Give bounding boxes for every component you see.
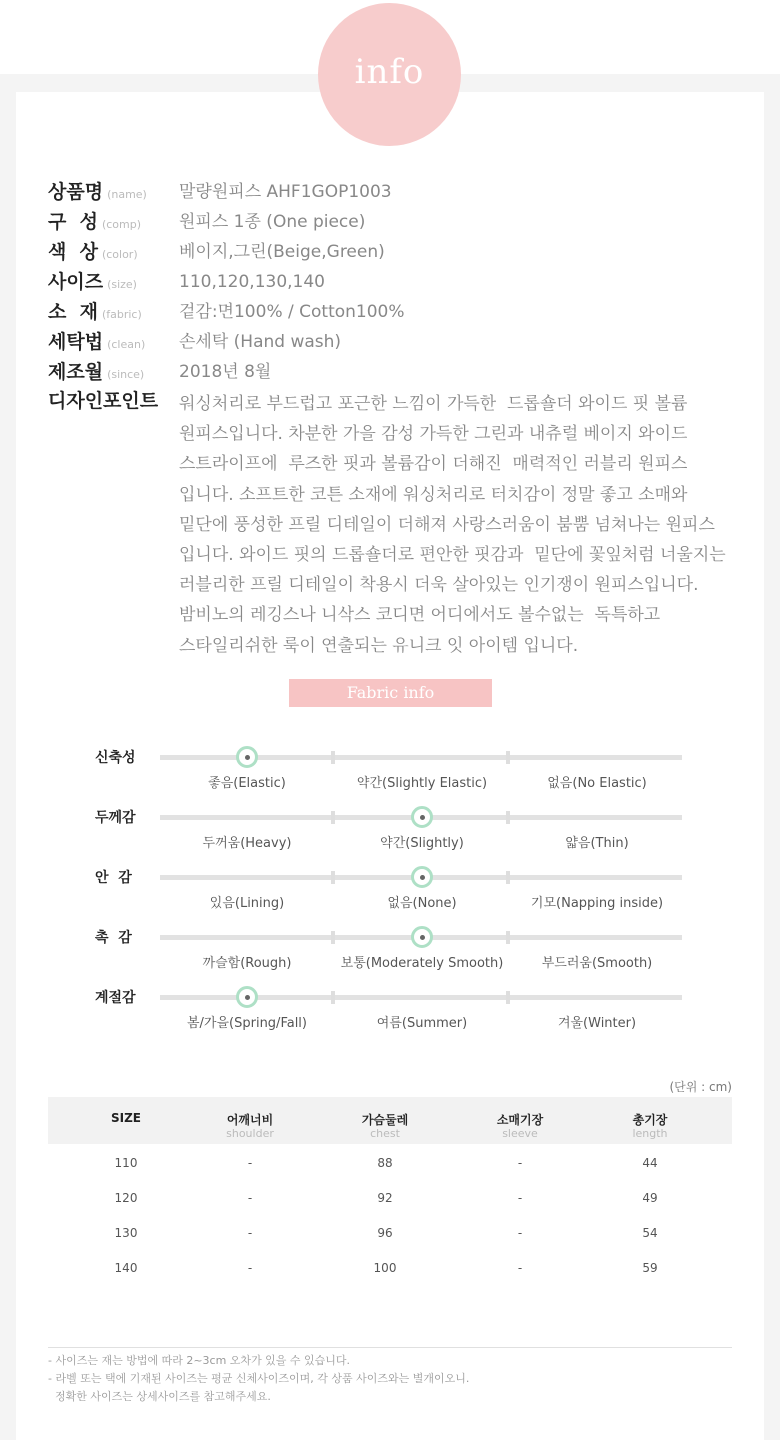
fabric-option: 없음(None) (387, 896, 457, 911)
spec-label-text: 사이즈 (48, 271, 104, 293)
design-point-label: 디자인포인트 (48, 390, 159, 412)
fabric-option: 없음(No Elastic) (547, 776, 647, 791)
fabric-option: 부드러움(Smooth) (541, 956, 653, 971)
selected-marker (411, 926, 433, 948)
spec-label-sub: (clean) (107, 338, 146, 351)
design-point-line: 입니다. 소프트한 코튼 소재에 워싱처리로 터치감이 정말 좋고 소매와 (179, 484, 688, 505)
fabric-option: 약간(Slightly Elastic) (356, 776, 488, 791)
column-label-en: length (632, 1127, 668, 1140)
design-point-line: 스트라이프에 루즈한 핏과 볼륨감이 더해진 매력적인 러블리 원피스 (179, 454, 688, 475)
selected-marker (236, 986, 258, 1008)
note-line: - 사이즈는 재는 방법에 따라 2~3cm 오차가 있을 수 있습니다. (48, 1354, 351, 1367)
spec-label (48, 237, 138, 270)
table-row (48, 1146, 732, 1181)
column-label-ko: SIZE (110, 1111, 141, 1125)
size-column-header (190, 1097, 310, 1139)
fabric-row-label: 촉 감 (95, 930, 132, 946)
spec-value: 손세탁 (Hand wash) (179, 332, 342, 352)
size-column-header (66, 1097, 186, 1125)
fabric-option: 기모(Napping inside) (530, 896, 664, 911)
size-column-header (460, 1097, 580, 1139)
fabric-option: 얇음(Thin) (565, 836, 629, 851)
table-cell: 96 (377, 1226, 393, 1240)
spec-value: 2018년 8월 (179, 362, 272, 382)
fabric-option: 좋음(Elastic) (208, 776, 286, 791)
table-cell: 130 (114, 1226, 138, 1240)
table-cell: 44 (642, 1156, 658, 1170)
column-label-ko: 소매기장 (496, 1113, 544, 1127)
table-row (48, 1251, 732, 1286)
selected-marker (411, 806, 433, 828)
spec-label-sub: (size) (107, 278, 137, 291)
table-row (48, 1216, 732, 1251)
spec-label-text: 색 상 (48, 241, 98, 263)
spec-value: 겉감:면100% / Cotton100% (179, 302, 405, 322)
column-label-ko: 어깨너비 (226, 1113, 274, 1127)
table-cell: - (517, 1156, 523, 1170)
table-cell: 100 (373, 1261, 397, 1275)
table-cell: 49 (642, 1191, 658, 1205)
fabric-option: 겨울(Winter) (557, 1016, 637, 1031)
size-notes (48, 1352, 469, 1406)
fabric-option: 보통(Moderately Smooth) (340, 956, 504, 971)
design-point-line: 스타일리쉬한 룩이 연출되는 유니크 잇 아이템 입니다. (179, 635, 579, 656)
spec-label (48, 297, 142, 330)
spec-label (48, 267, 137, 300)
info-title: info (354, 52, 425, 92)
size-table-header (48, 1097, 732, 1144)
design-point-line: 밑단에 풍성한 프릴 디테일이 더해져 사랑스러움이 붐뿜 넘쳐나는 원피스 (179, 514, 715, 535)
spec-label-text: 제조월 (48, 361, 104, 383)
design-point-line: 밤비노의 레깅스나 니삭스 코디면 어디에서도 볼수없는 독특하고 (179, 605, 661, 626)
size-column-header (325, 1097, 445, 1139)
fabric-track-divider (506, 991, 510, 1004)
table-cell: - (247, 1261, 253, 1275)
spec-label-sub: (since) (107, 368, 145, 381)
spec-label-text: 소 재 (48, 301, 98, 323)
spec-value: 말량원피스 AHF1GOP1003 (179, 182, 392, 202)
note-line: - 라벨 또는 택에 기재된 사이즈는 평균 신체사이즈이며, 각 상품 사이즈와는 별개이오니. (48, 1372, 470, 1385)
spec-value: 베이지,그린(Beige,Green) (179, 242, 385, 262)
table-cell: 59 (642, 1261, 658, 1275)
table-cell: - (517, 1191, 523, 1205)
design-point-text (179, 389, 775, 661)
spec-label-text: 구 성 (48, 211, 98, 233)
selected-marker (411, 866, 433, 888)
column-label-ko: 총기장 (632, 1113, 668, 1127)
table-cell: - (517, 1226, 523, 1240)
fabric-track-divider (506, 811, 510, 824)
unit-note: (단위 : cm) (669, 1080, 732, 1094)
spec-label (48, 177, 147, 210)
fabric-row-label: 계절감 (95, 990, 136, 1006)
fabric-option: 여름(Summer) (376, 1016, 468, 1031)
spec-label (48, 207, 141, 240)
fabric-track-divider (331, 931, 335, 944)
spec-label-text: 상품명 (48, 181, 104, 203)
column-label-ko: 가슴둘레 (361, 1113, 409, 1127)
table-cell: - (247, 1191, 253, 1205)
spec-label (48, 327, 145, 360)
table-cell: 110 (114, 1156, 138, 1170)
selected-marker (236, 746, 258, 768)
column-label-en: shoulder (226, 1127, 274, 1140)
fabric-option: 있음(Lining) (209, 896, 285, 911)
table-cell: - (517, 1261, 523, 1275)
fabric-track-divider (331, 871, 335, 884)
fabric-info-title: Fabric info (289, 679, 492, 707)
fabric-row-label: 두께감 (95, 810, 136, 826)
table-cell: - (247, 1226, 253, 1240)
fabric-track-divider (331, 751, 335, 764)
fabric-option: 봄/가을(Spring/Fall) (186, 1016, 307, 1031)
table-cell: 120 (114, 1191, 138, 1205)
fabric-track-divider (331, 811, 335, 824)
fabric-row-label: 신축성 (95, 750, 136, 766)
table-cell: 88 (377, 1156, 393, 1170)
fabric-track-divider (506, 931, 510, 944)
fabric-track-divider (506, 871, 510, 884)
spec-label-sub: (color) (101, 248, 138, 261)
design-point-line: 워싱처리로 부드럽고 포근한 느낌이 가득한 드롭숄더 와이드 핏 볼륨 (179, 394, 688, 414)
spec-value: 원피스 1종 (One piece) (179, 212, 366, 232)
spec-label-text: 세탁법 (48, 331, 104, 353)
spec-label-sub: (fabric) (101, 308, 142, 321)
table-cell: - (247, 1156, 253, 1170)
fabric-option: 두꺼움(Heavy) (202, 836, 292, 851)
design-point-line: 입니다. 와이드 핏의 드롭숄더로 편안한 핏감과 밑단에 꽃잎처럼 너울지는 (179, 545, 726, 566)
column-label-en: sleeve (502, 1127, 538, 1140)
spec-label-sub: (name) (107, 188, 147, 201)
table-cell: 140 (114, 1261, 138, 1275)
fabric-track-divider (506, 751, 510, 764)
design-point-line: 원피스입니다. 차분한 가을 감성 가득한 그린과 내츄럴 베이지 와이드 (179, 424, 688, 445)
size-table (48, 1097, 732, 1286)
table-cell: 54 (642, 1226, 658, 1240)
size-table-body (48, 1144, 732, 1286)
notes-divider (48, 1347, 732, 1348)
note-line: 정확한 사이즈는 상세사이즈를 참고해주세요. (48, 1390, 271, 1403)
fabric-option: 까슬함(Rough) (202, 956, 292, 971)
size-column-header (590, 1097, 710, 1139)
fabric-option: 약간(Slightly) (380, 836, 464, 851)
design-point-line: 러블리한 프릴 디테일이 착용시 더욱 살아있는 인기쟁이 원피스입니다. (179, 575, 699, 596)
fabric-row-label: 안 감 (95, 870, 132, 886)
spec-label-sub: (comp) (101, 218, 142, 231)
fabric-track-divider (331, 991, 335, 1004)
table-row (48, 1181, 732, 1216)
spec-value: 110,120,130,140 (179, 272, 326, 292)
column-label-en: chest (370, 1127, 400, 1140)
table-cell: 92 (377, 1191, 393, 1205)
